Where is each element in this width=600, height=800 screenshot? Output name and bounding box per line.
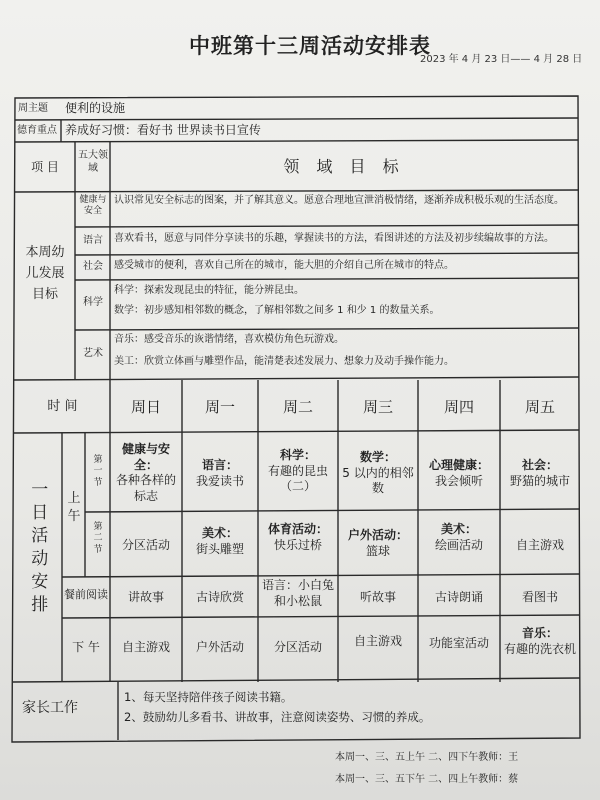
- goal-domain-society: 社会: [83, 261, 103, 272]
- p2-name-3: 篮球: [365, 543, 390, 558]
- afternoon-name-4: 功能室活动: [428, 636, 489, 650]
- reading-cell-4: 古诗朗诵: [434, 590, 483, 604]
- time-header: 时 间: [47, 399, 78, 414]
- reading-cell-5: 看图书: [521, 590, 558, 604]
- goal-text-health: 认识常见安全标志的图案，并了解其意义。愿意合理地宣泄消极情绪，逐渐养成积极乐观的生活态度。: [114, 195, 564, 206]
- p2-name-2: 快乐过桥: [273, 537, 322, 552]
- p1-cat-4: 心理健康：: [428, 458, 489, 472]
- day-header-4: 周四: [443, 398, 474, 416]
- p1-name-1: 我爱读书: [195, 473, 244, 488]
- goal-domain-health: 健康与安全: [79, 195, 107, 217]
- reading-cell-0: 讲故事: [127, 590, 164, 604]
- goal-domain-science: 科学: [83, 297, 103, 308]
- afternoon-cell-1: [184, 640, 256, 656]
- p2-cell-2: [260, 522, 336, 553]
- afternoon-cell-0: [112, 640, 180, 656]
- p1-cat-5: 社会：: [521, 458, 558, 472]
- p2-cell-5: [502, 538, 578, 554]
- footer-teacher-1: 本周一、三、五上午 二、四下午教师：王: [335, 752, 519, 763]
- parent-work-item-1: 1、每天坚持陪伴孩子阅读书籍。: [124, 690, 293, 704]
- p1-cat-2: 科学：: [279, 448, 316, 462]
- p1-cell-5: [502, 458, 578, 489]
- p1-cat-0: 健康与安全：: [121, 442, 170, 472]
- afternoon-cell-2: [260, 640, 336, 656]
- p2-name-0: 分区活动: [121, 538, 170, 552]
- goal-text-art-1: 音乐：感受音乐的诙谐情绪，喜欢模仿角色玩游戏。: [114, 334, 344, 345]
- period-2-label: 第二节: [93, 522, 103, 555]
- p2-name-1: 街头雕塑: [195, 541, 244, 556]
- day-header-5: 周五: [524, 398, 555, 416]
- reading-label: 餐前阅读: [64, 588, 108, 601]
- goal-text-science-1: 科学：探索发现昆虫的特征，能分辨昆虫。: [114, 285, 304, 296]
- goal-text-science-2: 数学：初步感知相邻数的概念，了解相邻数之间多 1 和少 1 的数量关系。: [114, 305, 440, 316]
- goal-text-society: 感受城市的便利，喜欢自己所在的城市，能大胆的介绍自己所在城市的特点。: [114, 260, 454, 271]
- p1-cell-0: [112, 442, 180, 504]
- p2-cat-2: 体育活动：: [267, 522, 328, 536]
- p1-cat-1: 语言：: [201, 458, 238, 472]
- page-title: 中班第十三周活动安排表: [189, 34, 431, 58]
- afternoon-cell-5: [502, 626, 578, 657]
- afternoon-name-5: 有趣的洗衣机: [503, 641, 576, 656]
- p2-name-4: 绘画活动: [434, 537, 483, 552]
- p1-cell-4: [420, 458, 498, 489]
- parent-work-item-2: 2、鼓励幼儿多看书、讲故事，注意阅读姿势、习惯的养成。: [124, 710, 431, 724]
- moral-value: 养成好习惯：看好书 世界读书日宣传: [65, 123, 261, 137]
- goals-label: 本周幼儿发展目标: [25, 245, 65, 302]
- period-1-label: 第一节: [93, 455, 103, 488]
- reading-cell-2: 语言：小白兔和小松鼠: [262, 578, 335, 608]
- p2-cell-4: [420, 522, 498, 553]
- domain-goals-header: 领 域 目 标: [283, 157, 405, 176]
- afternoon-name-1: 户外活动: [195, 640, 244, 654]
- p2-cell-0: [112, 538, 180, 554]
- parent-work-label: 家长工作: [22, 700, 78, 716]
- afternoon-cell-3: [340, 634, 416, 650]
- theme-value: 便利的设施: [65, 101, 126, 115]
- date-range: 2023 年 4 月 23 日—— 4 月 28 日: [420, 54, 583, 65]
- day-header-3: 周三: [362, 398, 393, 416]
- goal-domain-art: 艺术: [83, 348, 103, 359]
- day-header-2: 周二: [282, 398, 313, 416]
- reading-cell-3: 听故事: [359, 590, 396, 604]
- p1-name-4: 我会倾听: [434, 473, 483, 488]
- p2-name-5: 自主游戏: [515, 538, 564, 552]
- p1-cat-3: 数学：: [359, 450, 396, 464]
- p1-cell-2: [260, 448, 336, 495]
- afternoon-cat-5: 音乐：: [521, 626, 558, 640]
- p1-cell-1: [184, 458, 256, 489]
- goal-domain-language: 语言: [83, 235, 103, 246]
- theme-label: 周主题: [18, 103, 48, 114]
- p1-name-5: 野猫的城市: [509, 473, 570, 488]
- reading-cell-1: 古诗欣赏: [195, 590, 244, 604]
- p1-name-0: 各种各样的标志: [115, 473, 176, 503]
- p2-cell-1: [184, 526, 256, 557]
- project-header: 项 目: [31, 160, 59, 174]
- afternoon-label: 下 午: [72, 640, 100, 654]
- p2-cell-3: [340, 528, 416, 559]
- p1-name-2: 有趣的昆虫（二）: [267, 463, 328, 494]
- afternoon-name-0: 自主游戏: [121, 640, 170, 654]
- schedule-side-label: 一日活动安排: [27, 480, 48, 618]
- day-header-1: 周一: [204, 398, 235, 416]
- footer-teacher-2: 本周一、三、五下午 二、四上午教师：蔡: [335, 774, 519, 785]
- goal-text-art-2: 美工：欣赏立体画与雕塑作品，能清楚表述发展力、想象力及动手操作能力。: [114, 356, 454, 367]
- p2-cat-1: 美术：: [201, 526, 238, 540]
- moral-label: 德育重点: [17, 125, 57, 136]
- day-header-0: 周日: [130, 398, 161, 416]
- p2-cat-3: 户外活动：: [347, 528, 408, 542]
- p1-cell-3: [340, 450, 416, 497]
- p1-name-3: 5 以内的相邻数: [342, 465, 414, 496]
- afternoon-name-3: 自主游戏: [353, 634, 402, 648]
- five-domains-header: 五大领域: [78, 150, 108, 174]
- afternoon-name-2: 分区活动: [273, 640, 322, 654]
- morning-label: 上午: [67, 491, 81, 525]
- goal-text-language: 喜欢看书，愿意与同伴分享读书的乐趣，掌握读书的方法，看图讲述的方法及初步续编故事的方法。: [114, 233, 554, 244]
- p2-cat-4: 美术：: [440, 522, 477, 536]
- afternoon-cell-4: [420, 636, 498, 652]
